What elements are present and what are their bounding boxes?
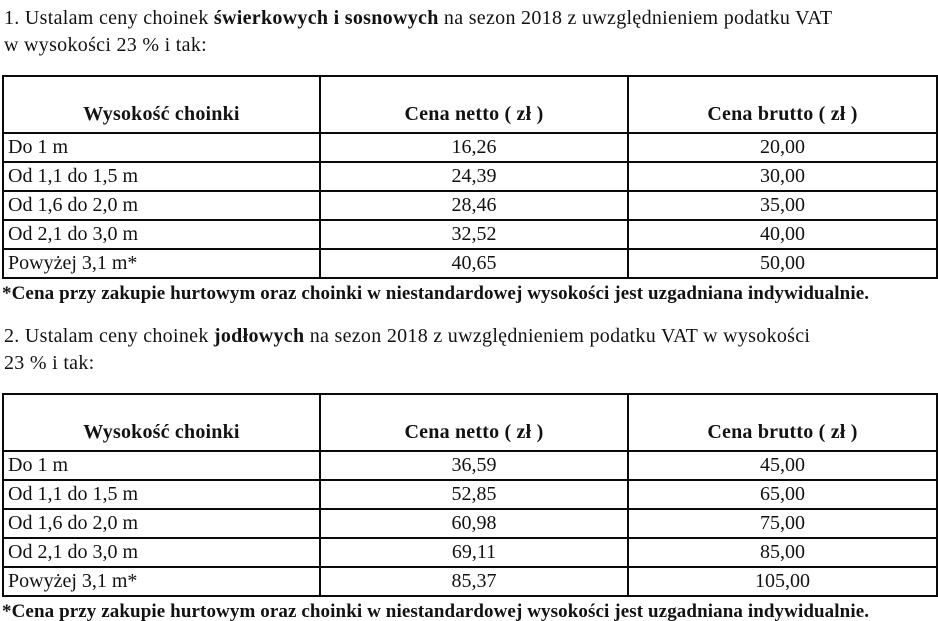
table-row bbox=[3, 509, 937, 538]
net-price-cell: 16,26 bbox=[320, 133, 628, 162]
paragraph-1-prefix: 1. Ustalam ceny choinek bbox=[4, 7, 214, 29]
tree-height-cell: Do 1 m bbox=[3, 451, 320, 480]
col-header-net-price: Cena netto ( zł ) bbox=[320, 394, 628, 451]
net-price-cell: 40,65 bbox=[320, 249, 628, 278]
col-header-tree-height: Wysokość choinki bbox=[3, 394, 320, 451]
price-table-fir bbox=[2, 393, 938, 597]
tree-height-cell: Od 1,6 do 2,0 m bbox=[3, 191, 320, 220]
tree-height-cell: Do 1 m bbox=[3, 133, 320, 162]
paragraph-2-line1-rest: na sezon 2018 z uwzględnieniem podatku VAT w wysokości bbox=[304, 325, 811, 347]
paragraph-1-line1-rest: na sezon 2018 z uwzględnieniem podatku VAT bbox=[438, 7, 833, 29]
tree-height-cell: Od 2,1 do 3,0 m bbox=[3, 538, 320, 567]
col-header-gross-price: Cena brutto ( zł ) bbox=[628, 394, 937, 451]
table-row bbox=[3, 538, 937, 567]
gross-price-cell: 50,00 bbox=[628, 249, 937, 278]
net-price-cell: 69,11 bbox=[320, 538, 628, 567]
table-header-row bbox=[3, 76, 937, 133]
net-price-cell: 52,85 bbox=[320, 480, 628, 509]
tree-height-cell: Od 1,1 do 1,5 m bbox=[3, 480, 320, 509]
col-header-gross-price: Cena brutto ( zł ) bbox=[628, 76, 937, 133]
gross-price-cell: 30,00 bbox=[628, 162, 937, 191]
table-row bbox=[3, 249, 937, 278]
gross-price-cell: 45,00 bbox=[628, 451, 937, 480]
gross-price-cell: 35,00 bbox=[628, 191, 937, 220]
tree-height-cell: Powyżej 3,1 m* bbox=[3, 567, 320, 596]
tree-height-cell: Powyżej 3,1 m* bbox=[3, 249, 320, 278]
table-row bbox=[3, 220, 937, 249]
table-row bbox=[3, 567, 937, 596]
net-price-cell: 60,98 bbox=[320, 509, 628, 538]
gross-price-cell: 40,00 bbox=[628, 220, 937, 249]
paragraph-1-line2: w wysokości 23 % i tak: bbox=[4, 34, 207, 56]
table-header-row bbox=[3, 394, 937, 451]
net-price-cell: 36,59 bbox=[320, 451, 628, 480]
gross-price-cell: 65,00 bbox=[628, 480, 937, 509]
net-price-cell: 24,39 bbox=[320, 162, 628, 191]
net-price-cell: 85,37 bbox=[320, 567, 628, 596]
gross-price-cell: 75,00 bbox=[628, 509, 937, 538]
table-row bbox=[3, 133, 937, 162]
paragraph-2 bbox=[4, 323, 934, 377]
table-row bbox=[3, 480, 937, 509]
net-price-cell: 32,52 bbox=[320, 220, 628, 249]
net-price-cell: 28,46 bbox=[320, 191, 628, 220]
footnote-wholesale-1: *Cena przy zakupie hurtowym oraz choinki w niestandardowej wysokości jest uzgadniana indywidualnie. bbox=[2, 283, 870, 304]
table-row bbox=[3, 451, 937, 480]
gross-price-cell: 20,00 bbox=[628, 133, 937, 162]
gross-price-cell: 85,00 bbox=[628, 538, 937, 567]
paragraph-2-prefix: 2. Ustalam ceny choinek bbox=[4, 325, 214, 347]
table-row bbox=[3, 162, 937, 191]
gross-price-cell: 105,00 bbox=[628, 567, 937, 596]
paragraph-1 bbox=[4, 5, 934, 59]
tree-height-cell: Od 1,6 do 2,0 m bbox=[3, 509, 320, 538]
paragraph-2-bold-species: jodłowych bbox=[213, 325, 305, 347]
col-header-net-price: Cena netto ( zł ) bbox=[320, 76, 628, 133]
table-row bbox=[3, 191, 937, 220]
paragraph-2-line2: 23 % i tak: bbox=[4, 352, 95, 374]
price-table-spruce-pine bbox=[2, 75, 938, 279]
col-header-tree-height: Wysokość choinki bbox=[3, 76, 320, 133]
tree-height-cell: Od 1,1 do 1,5 m bbox=[3, 162, 320, 191]
footnote-wholesale-2: *Cena przy zakupie hurtowym oraz choinki w niestandardowej wysokości jest uzgadniana indywidualnie. bbox=[2, 601, 870, 621]
tree-height-cell: Od 2,1 do 3,0 m bbox=[3, 220, 320, 249]
paragraph-1-bold-species: świerkowych i sosnowych bbox=[213, 7, 439, 29]
